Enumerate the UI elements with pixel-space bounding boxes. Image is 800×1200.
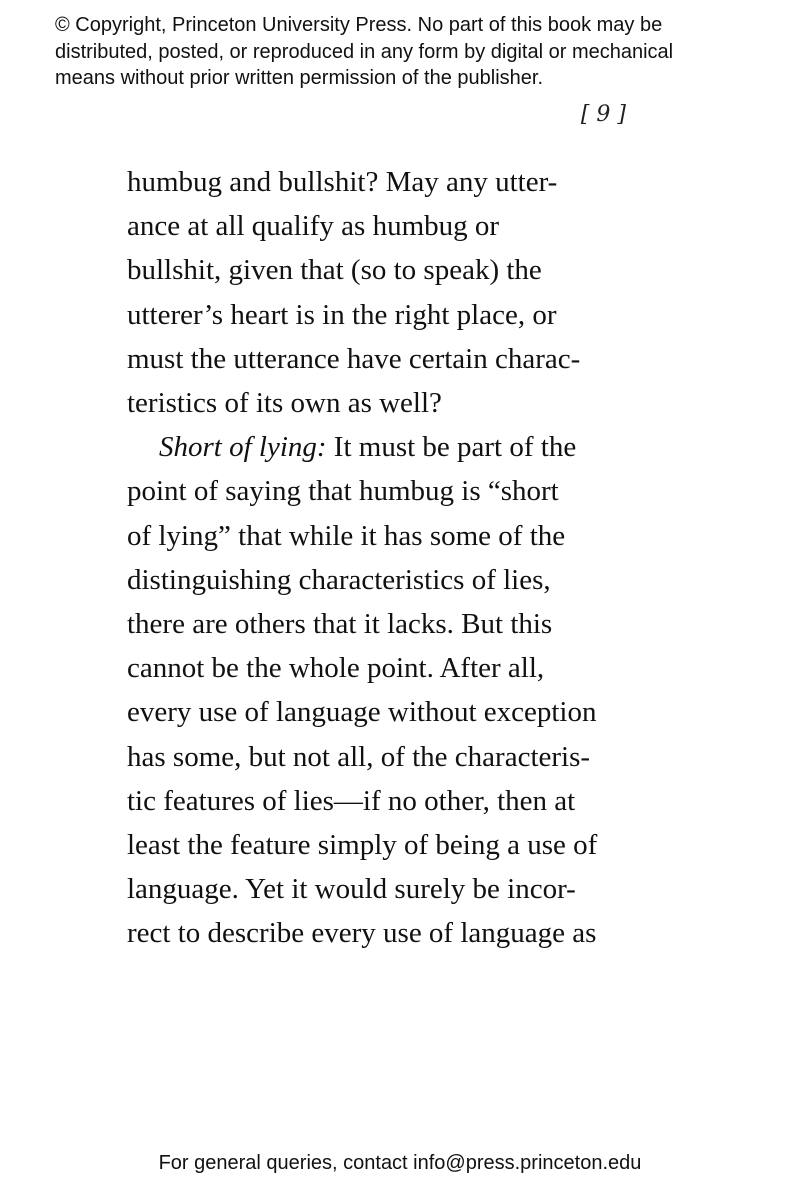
text-line: of lying” that while it has some of the [127, 519, 566, 552]
copyright-line: © Copyright, Princeton University Press. No part of this book may be [55, 14, 663, 36]
text-line: teristics of its own as well? [127, 387, 442, 420]
text-line: must the utterance have certain charac- [127, 342, 581, 375]
text-line: utterer’s heart is in the right place, or [127, 298, 557, 331]
text-line: rect to describe every use of language as [127, 917, 597, 950]
text-line: bullshit, given that (so to speak) the [127, 254, 542, 287]
text-line: there are others that it lacks. But this [127, 608, 553, 641]
footer-contact: For general queries, contact info@press.princeton.edu [158, 1152, 642, 1174]
text-line: point of saying that humbug is “short [127, 475, 559, 508]
copyright-notice [55, 12, 775, 92]
text-line: has some, but not all, of the characteris- [127, 740, 591, 773]
text-line: least the feature simply of being a use of [127, 829, 598, 862]
page-number: [ 9 ] [580, 102, 626, 127]
text-fragment: It must be part of the [326, 431, 577, 464]
copyright-line: means without prior written permission of the publisher. [55, 67, 544, 89]
text-line: cannot be the whole point. After all, [127, 652, 545, 685]
paragraph-start [127, 425, 647, 469]
text-line: ance at all qualify as humbug or [127, 210, 500, 243]
copyright-line: distributed, posted, or reproduced in any form by digital or mechanical [55, 40, 674, 63]
text-line: every use of language without exception [127, 696, 597, 729]
text-line: distinguishing characteristics of lies, [127, 563, 551, 596]
body-text [127, 160, 647, 956]
text-line: humbug and bullshit? May any utter- [127, 166, 558, 198]
text-line: language. Yet it would surely be incor- [127, 873, 576, 906]
text-line: tic features of lies—if no other, then at [127, 784, 576, 817]
section-lead-in: Short of lying: [159, 431, 327, 464]
